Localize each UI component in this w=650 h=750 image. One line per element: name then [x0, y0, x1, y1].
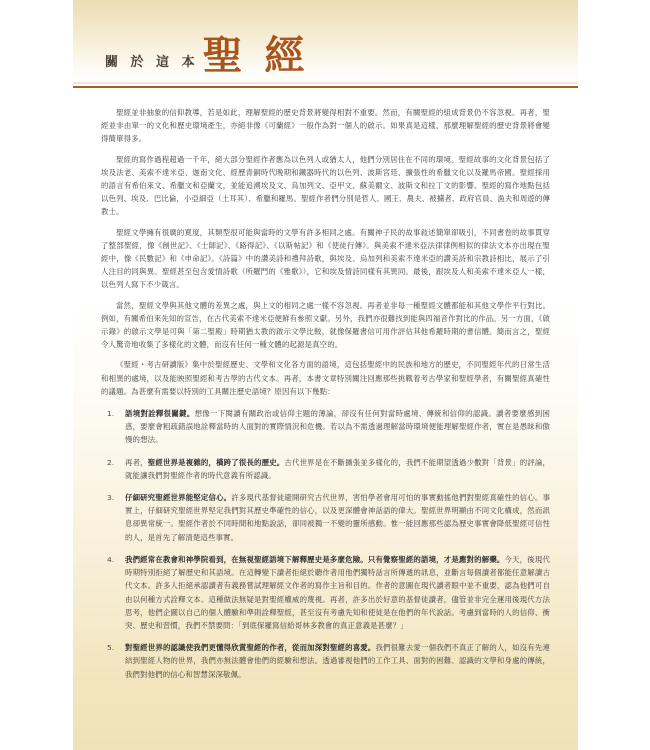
list-item-body: 想像一下閱讀有關政治或信仰主題的薄論，卻沒有任何對當時處境、傳統和信仰的認識。讀者要麼感到困惑，要麼會粗疏錯誤地詮釋當時的人面對的實際情況和危機。若以為不需透過理解當時環境便能理解聖經作者，實在是愚昧和傲慢的想法。	[125, 409, 550, 445]
list-item	[101, 641, 550, 681]
list-item	[101, 456, 550, 482]
list-item	[101, 407, 550, 447]
list-item-lead: 仔細研究聖經世界能堅定信心。	[125, 493, 232, 503]
list-item-body: 今天，後現代時期特別拒絕了解歷史和其語境。在這轉變下讀者拒絕於聽作者用他們獨特話言所傳遞的訊息，並斷言每個讀者都能任意解讀古代文本。許多人拒絕承認讀者有義務嘗試理解經文作者的寫作主旨和目的。作者的意圖在現代讀者眼中並不重要，認為他們可自由以何種方式詮釋文本。這種做法無疑是對聖經權威的蔑視。再者，許多出於好意的基督徒讀者，儘管並非完全運用後現代方法思考，他們企圖以自己的個人體驗和準則詮釋聖經，甚至沒有考慮先知和使徒是在他們的年代說話。考慮到當時的人的信仰、衝突、歷史和習慣，我們不禁要問：「到底保羅寫信給哥林多教會的真正意義是甚麼？」	[125, 554, 550, 630]
list-item	[101, 553, 550, 632]
list-item-lead: 聖經世界是複雜的，橫跨了很長的歷史。	[147, 457, 285, 467]
page-title	[105, 33, 309, 79]
list-item-lead: 語境對詮釋很關鍵。	[125, 409, 195, 419]
paragraph: 當然，聖經文學與其他文體的差異之處，與上文的相同之處一樣不容忽視。再者並非每一種聖經文體都能和其他文學作平行對比。例如，有關希伯來先知的宣告，在古代美索不達米亞便鮮有參照文獻。另外，我們亦很難找到能與四福音作對比的作品。另一方面，《啟示錄》的啟示文學是可與「第二聖殿」時期猶太教的啟示文學比較，就像保羅書信可用作評估其他希羅時期的書信體。簡而言之，聖經令人驚奇地收集了多樣化的文體，而沒有任何一種文體的起源是真空的。	[101, 300, 550, 350]
paragraph: 聖經的寫作過程超過一千年，絕大部分聖經作者應為以色列人或猶太人，他們分別居住在不同的環境。聖經故事的文化背景包括了埃及法老、美索不達米亞、迦南文化、經歷青銅時代晚期和鐵器時代的以色列、波斯宮廷、擴張性的希臘文化以及羅馬帝國。聖經採用的語言有希伯來文、希臘文和亞蘭文，並能追溯埃及文、烏加列文、亞甲文、蘇美爾文、波斯文和拉丁文的影響。聖經的寫作地點包括以色列、埃及、巴比倫，小亞細亞（土耳其）、希臘和羅馬。聖經作者們分別是哲人、國王、農夫、被擄者、政府官員、漁夫和周遊的傳教士。	[101, 154, 550, 217]
document-content	[73, 88, 578, 681]
page-title-main: 聖 經	[202, 33, 309, 79]
paragraph: 聖經文學擁有很廣的寬度，其類型很可能與當時的文學有許多相同之處。有關神子民的故事敍述簡單卻吸引，不同書卷的故事貫穿了整部聖經，像《創世記》、《士師記》、《路得記》、《以斯帖記》和《使徒行傳》。與美索不達米亞法律律例相似的律法文本亦出現在聖經中，像《民數記》和《申命記》。《詩篇》中的讚美詩和禮拜詩歌，與埃及、烏加列和美索不達米亞的讚美詩和宗教詩相比，展示了引人注目的同與異。聖經甚至包含愛情詩歌（所羅門的《雅歌》），它和埃及情詩同樣有其異同。最後，跟埃及人和美索不達米亞人一樣，以色列人寫下不少箴言。	[101, 227, 550, 290]
page-title-eyebrow: 關 於 這 本	[105, 55, 199, 70]
paragraph: 《聖經・考古研讀版》集中於聖經歷史、文學和文化各方面的語境，這包括聖經中的民族和地方的歷史，不同聖經年代的日常生活和相異的處境，以及能映照聖經和考古學的古代文本。再者，本書文章特別關注回應那些挑戰着考古學家和聖經學者，有關聖經真確性的議題。為甚麼有需要以特別的工具關注歷史語境？原因有以下幾點：	[101, 360, 550, 396]
list-item-body: 許多現代基督徒避開研究古代世界，害怕學者會用可怕的事實動搖他們對聖經真確性的信心。事實上，仔細研究聖經世界堅定我們對其歷史準確性的信心，以及更深體會神話語的偉大。聖經世界明顯由不同文化構成，然而訊息卻異常統一。聖經作者於不同時間和地點說話，卻同被獨一不變的靈所感動。惟一能回應那些認為歷史事實會降低聖經可信性的人，是首先了解清楚這些事實。	[125, 493, 550, 542]
list-item-body: 我們很難去愛一個我們不真正了解的人，如沒有先連結到聖經人物的世界，我們亦無法體會他們的經驗和想法。透過審視他們的工作工具、面對的困難、認識的文學和身處的傳統，我們對他們的信心和智慧深深敬佩。	[125, 643, 550, 679]
list-item-prefix: 再者，	[125, 457, 148, 467]
document-page	[73, 0, 578, 750]
list-item	[101, 491, 550, 544]
list-item-body: 古代世界是在不斷擴張並多樣化的，我們不能期望透過少數對「背景」的評論，就能讓我們對聖經作者的時代意義有所認識。	[125, 457, 551, 480]
numbered-points-list	[101, 407, 550, 681]
list-item-lead: 我們經常在教會和神學院看到，在無視聖經語境下解釋歷史是多麼危險。只有覺察聖經的語境，才是應對的解藥。	[125, 554, 505, 564]
paragraph: 聖經並非抽象的信仰教導，若是如此，理解聖經的歷史背景將變得相對不重要。然而，有關聖經的組成背景仍不容忽視。再者，聖經並非由單一的文化和歷史環境產生，亦絕非像《可蘭經》一般作為對一個人的啟示。如果真是這樣，那麼理解聖經的歷史背景將會變得簡單得多。	[101, 108, 550, 144]
list-item-lead: 對聖經世界的認識使我們更懂得欣賞聖經的作者，從而加深對聖經的喜愛。	[125, 643, 376, 653]
page-header	[73, 0, 578, 82]
